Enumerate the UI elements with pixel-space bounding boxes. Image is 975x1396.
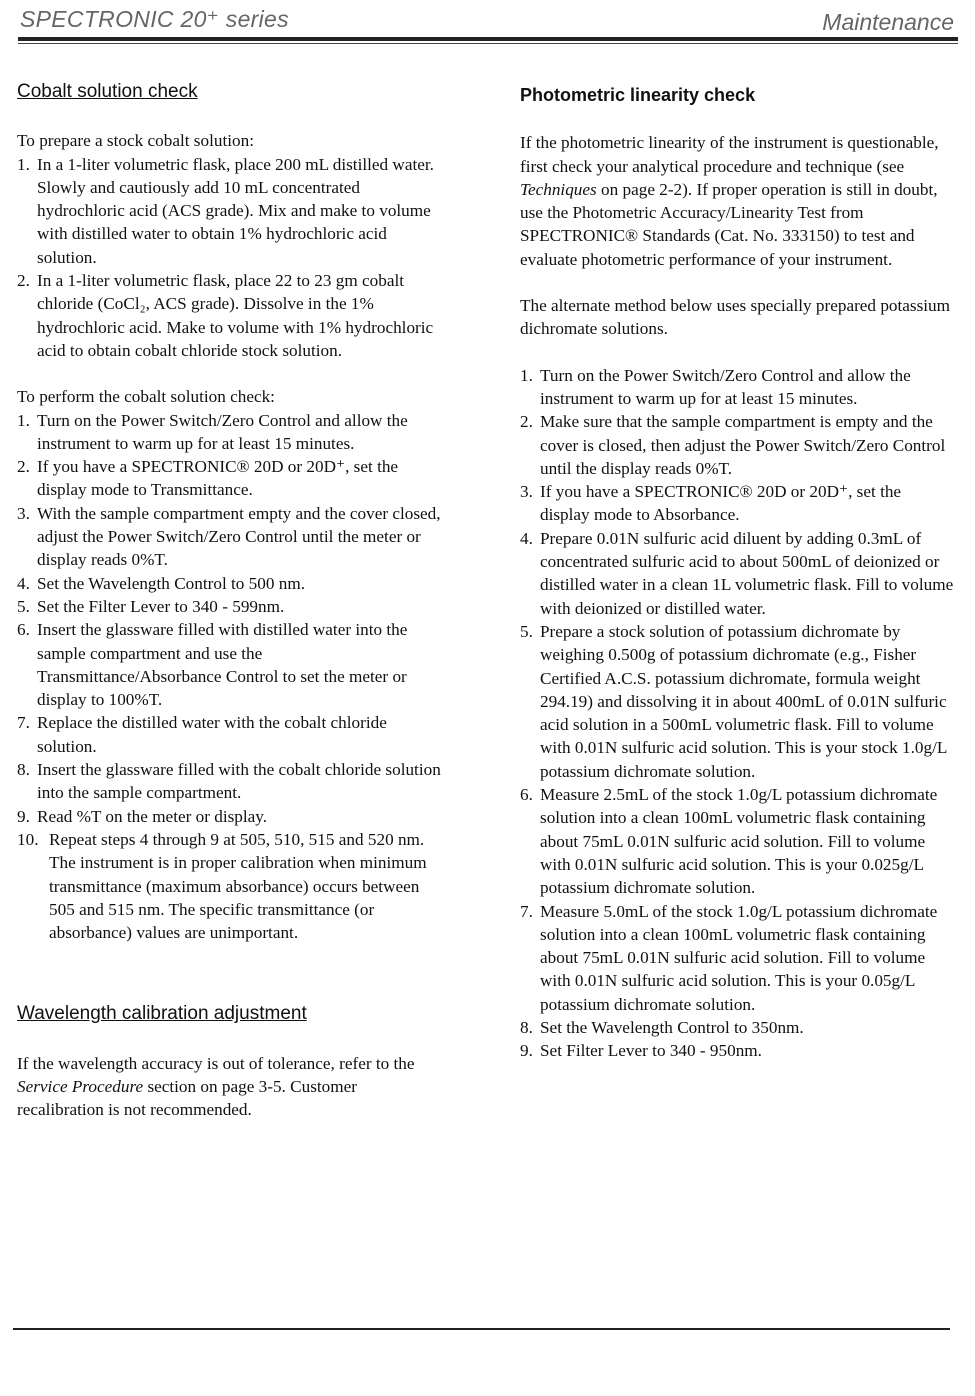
- prepare-intro: To prepare a stock cobalt solution:: [17, 131, 254, 151]
- list-item: 1. Turn on the Power Switch/Zero Control and allow the instrument to warm up for at least 15 minutes.: [17, 410, 408, 453]
- list-item: 8. Insert the glassware filled with the cobalt chloride solution into the sample compartment.: [17, 760, 441, 803]
- list-item: 6. Insert the glassware filled with distilled water into the sample compartment and use the Transmittance/Absorbance Control to set the meter or display to 100%T.: [17, 620, 408, 710]
- list-item: 7. Measure 5.0mL of the stock 1.0g/L potassium dichromate solution into a clean 100mL volumetric flask containing about 75mL 0.01N sulfuric acid solution. Fill to volume with 0.01N sulfuric acid solution. This is your 0.05g/L potassium dichromate solution.: [520, 901, 938, 1014]
- product-series-label: SPECTRONIC 20⁺ series: [20, 6, 289, 32]
- list-item: 4. Set the Wavelength Control to 500 nm.: [17, 573, 306, 593]
- left-column: [17, 80, 447, 1122]
- page-header: [18, 4, 958, 44]
- linearity-intro-paragraph: If the photometric linearity of the instrument is questionable, first check your analytical procedure and technique (see Techniques on page 2-2). If proper operation is still in doubt, use the Photometric Accuracy/Linearity Test from SPECTRONIC® Standards (Cat. No. 333150) to test and evaluate photometric performance of your instrument.: [520, 133, 939, 269]
- list-item: 7. Replace the distilled water with the cobalt chloride solution.: [17, 713, 387, 756]
- cobalt-check-heading: Cobalt solution check: [17, 81, 198, 102]
- list-item: 2. If you have a SPECTRONIC® 20D or 20D⁺, set the display mode to Transmittance.: [17, 457, 399, 500]
- list-item: 5. Set the Filter Lever to 340 - 599nm.: [17, 596, 285, 616]
- list-item: 2. In a 1-liter volumetric flask, place 22 to 23 gm cobalt chloride (CoCl₂, ACS grade). Dissolve in the 1% hydrochloric acid. Make to volume with 1% hydrochloric acid to obtain cobalt chloride stock solution.: [17, 271, 434, 360]
- linearity-steps-list: [520, 364, 954, 1063]
- footer-rule: [13, 1328, 950, 1330]
- list-item: 8. Set the Wavelength Control to 350nm.: [520, 1017, 804, 1037]
- linearity-check-heading: Photometric linearity check: [520, 85, 756, 105]
- perform-steps-list: [17, 409, 447, 945]
- header-rule-thin: [18, 43, 958, 44]
- list-item: 3. If you have a SPECTRONIC® 20D or 20D⁺, set the display mode to Absorbance.: [520, 482, 902, 525]
- list-item: 9. Read %T on the meter or display.: [17, 806, 268, 826]
- list-item: 4. Prepare 0.01N sulfuric acid diluent by adding 0.3mL of concentrated sulfuric acid to about 500mL of deionized or distilled water in a clean 1L volumetric flask. Fill to volume with deionized or distilled water.: [520, 528, 954, 618]
- wavelength-paragraph: If the wavelength accuracy is out of tolerance, refer to the Service Procedure section on page 3-5. Customer recalibration is not recommended.: [17, 1053, 415, 1120]
- list-item: 3. With the sample compartment empty and the cover closed, adjust the Power Switch/Zero Control until the meter or display reads 0%T.: [17, 503, 441, 570]
- right-column: [520, 80, 954, 1063]
- header-rule-thick: [18, 37, 958, 41]
- list-item: 9. Set Filter Lever to 340 - 950nm.: [520, 1041, 762, 1061]
- list-item: 1. In a 1-liter volumetric flask, place 200 mL distilled water. Slowly and cautiously add 10 mL concentrated hydrochloric acid (ACS grade). Mix and make to volume with distilled water to obtain 1% hydrochloric acid solution.: [17, 154, 434, 267]
- list-item: 2. Make sure that the sample compartment is empty and the cover is closed, then adjust the Power Switch/Zero Control until the display reads 0%T.: [520, 412, 946, 478]
- list-item: 10. Repeat steps 4 through 9 at 505, 510, 515 and 520 nm. The instrument is in proper calibration when minimum transmittance (maximum absorbance) occurs between 505 and 515 nm. The specific transmittance (or absorbance) values are unimportant.: [17, 829, 427, 943]
- perform-intro: To perform the cobalt solution check:: [17, 387, 275, 407]
- prepare-steps-list: [17, 153, 447, 363]
- list-item: 5. Prepare a stock solution of potassium dichromate by weighing 0.500g of potassium dichromate (e.g., Fisher Certified A.C.S. potassium dichromate, formula weight 294.19) and dissolving it in about 400mL of 0.01N sulfuric acid solution in a 500mL volumetric flask. Fill to volume with 0.01N sulfuric acid solution. This is your stock 1.0g/L potassium dichromate solution.: [520, 621, 947, 781]
- list-item: 1. Turn on the Power Switch/Zero Control and allow the instrument to warm up for at least 15 minutes.: [520, 365, 911, 408]
- list-item: 6. Measure 2.5mL of the stock 1.0g/L potassium dichromate solution into a clean 100mL volumetric flask containing about 75mL 0.01N sulfuric acid solution. Fill to volume with 0.01N sulfuric acid solution. This is your 0.025g/L potassium dichromate solution.: [520, 785, 938, 898]
- wavelength-adjustment-heading: Wavelength calibration adjustment: [17, 1003, 307, 1025]
- alternate-method-paragraph: The alternate method below uses specially prepared potassium dichromate solutions.: [520, 296, 951, 339]
- section-label: Maintenance: [822, 9, 954, 35]
